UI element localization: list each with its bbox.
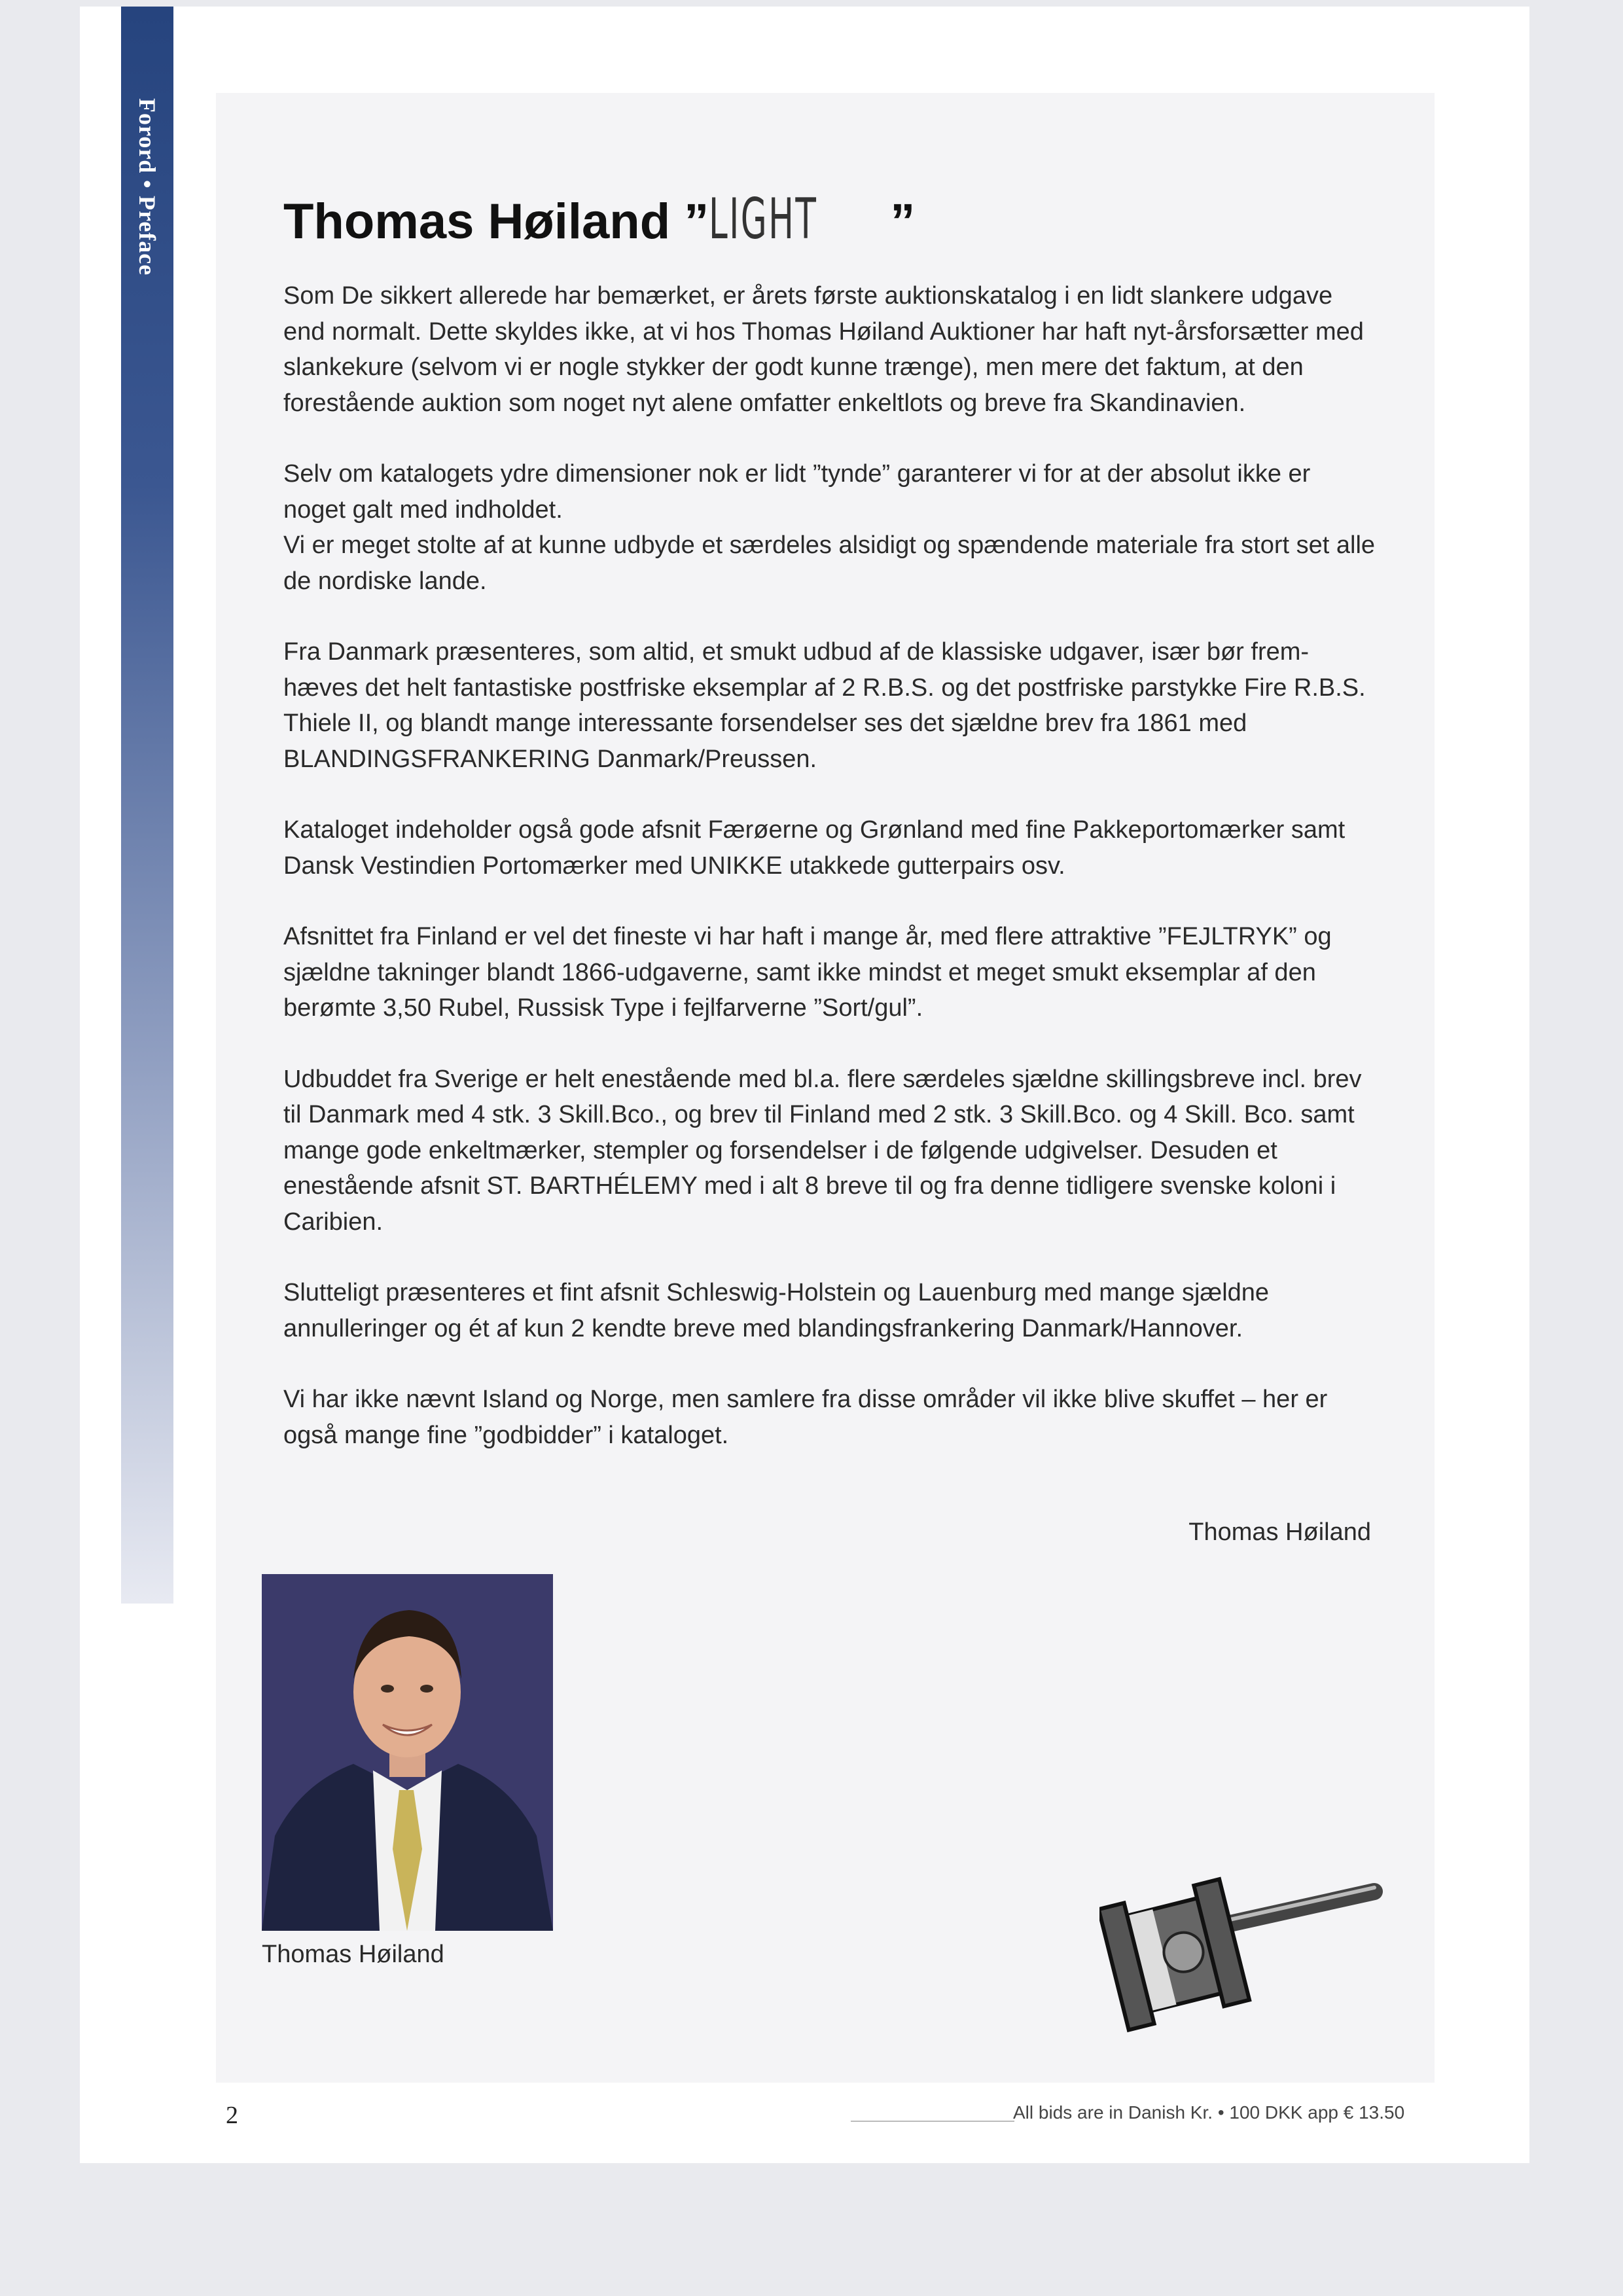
photo-caption: Thomas Høiland <box>262 1941 444 1968</box>
title-open-quote: ” <box>684 194 709 249</box>
currency-note: All bids are in Danish Kr. • 100 DKK app € 13.50 <box>1013 2102 1405 2123</box>
title-close-quote: ” <box>890 194 916 249</box>
paragraph: Som De sikkert allerede har bemærket, er årets første auktionskatalog i en lidt slankere udgave end normalt. Dette skyldes ikke, at vi hos Thomas Høiland Auktioner har haft nyt-årsforsætter med slankekure (selvom vi er nogle stykker der godt kunne trænge), men mere det faktum, at den forestående auktion som noget nyt alene omfatter enkeltlots og breve fra Skandinavien. <box>283 282 1364 417</box>
title-light-word: LIGHT <box>709 187 818 252</box>
paragraph: Udbuddet fra Sverige er helt enestående med bl.a. flere særdeles sjældne skillingsbreve incl. brev til Danmark med 4 stk. 3 Skill.Bco., og brev til Finland med 2 stk. 3 Skill.Bco. og 4 Skill. Bco. samt mange gode enkeltmærker, stempler og forsendelser i de følgende udgivelser. Desuden et enestående afsnit ST. BARTHÉLEMY med i alt 8 breve til og fra denne tidligere svenske koloni i Caribien. <box>283 1065 1362 1236</box>
page-title <box>283 187 915 252</box>
paragraph: Vi har ikke nævnt Island og Norge, men samlere fra disse områder vil ikke blive skuffet – her er også mange fine ”godbidder” i kataloget. <box>283 1386 1328 1449</box>
paragraph: Afsnittet fra Finland er vel det fineste vi har haft i mange år, med flere attraktive ”FEJLTRYK” og sjældne takninger blandt 1866-udgaverne, samt ikke mindst et meget smukt eksemplar af den berømte 3,50 Rubel, Russisk Type i fejlfarverne ”Sort/gul”. <box>283 923 1332 1022</box>
side-tab-label-left: Forord <box>134 98 160 174</box>
portrait-photo <box>262 1574 553 1931</box>
page-number: 2 <box>226 2102 238 2129</box>
gavel-icon <box>1099 1859 1387 2058</box>
paragraph: Selv om katalogets ydre dimensioner nok er lidt ”tynde” garanterer vi for at der absolut ikke er noget galt med indholdet. Vi er meget stolte af at kunne udbyde et særdeles alsidigt og spændende materiale fra stort set alle de nordiske lande. <box>283 460 1376 595</box>
paragraph: Fra Danmark præsenteres, som altid, et smukt udbud af de klassiske udgaver, især bør frem-hæves det helt fantastiske postfriske eksemplar af 2 R.B.S. og det postfriske parstykke Fire R.B.S. Thiele II, og blandt mange interessante forsendelser ses det sjældne brev fra 1861 med BLANDINGSFRANKERING Danmark/Preussen. <box>283 638 1366 773</box>
side-tab-label-right: Preface <box>134 195 160 276</box>
footer-rule <box>851 2121 1014 2122</box>
preface-text <box>283 278 1376 1488</box>
side-tab-separator: • <box>134 180 160 189</box>
paragraph: Slutteligt præsenteres et fint afsnit Schleswig-Holstein og Lauenburg med mange sjældne annulleringer og ét af kun 2 kendte breve med blandingsfrankering Danmark/Hannover. <box>283 1279 1270 1342</box>
paragraph: Kataloget indeholder også gode afsnit Færøerne og Grønland med fine Pakkeportomærker samt Dansk Vestindien Portomærker med UNIKKE utakkede gutterpairs osv. <box>283 816 1346 880</box>
title-name: Thomas Høiland <box>283 194 671 249</box>
signature: Thomas Høiland <box>1188 1518 1371 1546</box>
side-tab-label <box>121 7 173 276</box>
section-side-tab <box>121 7 173 1604</box>
